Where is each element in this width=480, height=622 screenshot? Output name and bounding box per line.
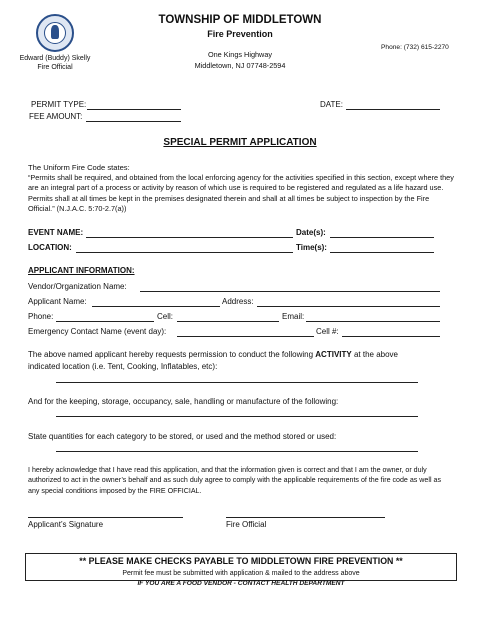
- date-field[interactable]: [346, 109, 440, 110]
- emergency-cell-field[interactable]: [342, 336, 440, 337]
- town-title: TOWNSHIP OF MIDDLETOWN: [158, 14, 322, 26]
- phone-field[interactable]: [56, 321, 154, 322]
- applicant-signature-field[interactable]: [28, 517, 183, 518]
- email-field[interactable]: [306, 321, 440, 322]
- vendor-field[interactable]: [140, 291, 440, 292]
- activity-keyword: ACTIVITY: [315, 350, 352, 359]
- food-vendor-notice: IF YOU ARE A FOOD VENDOR - CONTACT HEALTH DEPARTMENT: [137, 580, 345, 587]
- location-label: LOCATION:: [28, 243, 72, 252]
- checks-notice: ** PLEASE MAKE CHECKS PAYABLE TO MIDDLETOWN FIRE PREVENTION **: [79, 556, 403, 566]
- event-name-field[interactable]: [86, 237, 293, 238]
- official-title: Fire Official: [37, 64, 73, 71]
- storage-field[interactable]: [56, 416, 418, 417]
- email-label: Email:: [282, 312, 305, 321]
- location-field[interactable]: [76, 252, 293, 253]
- applicant-name-label: Applicant Name:: [28, 297, 87, 306]
- address-field[interactable]: [257, 306, 440, 307]
- code-intro: The Uniform Fire Code states:: [28, 163, 130, 172]
- form-title: SPECIAL PERMIT APPLICATION: [163, 137, 317, 148]
- submit-notice: Permit fee must be submitted with application & mailed to the address above: [122, 570, 360, 577]
- activity-question: [28, 350, 398, 359]
- times-label: Time(s):: [296, 243, 327, 252]
- applicant-heading: APPLICANT INFORMATION:: [28, 266, 135, 275]
- vendor-label: Vendor/Organization Name:: [28, 282, 127, 291]
- storage-question: And for the keeping, storage, occupancy, sale, handling or manufacture of the following:: [28, 397, 339, 406]
- code-quote: “Permits shall be required, and obtained from the local enforcing agency for the activities specified in this section, except where they are an integral part of a process or activity by reason of which use is required to be registered and regulated as a life hazard use. Permits shall at all times be kept in the premises designated therein and shall at all times be subject to inspection by the Fire Official.” (N.J.A.C. 5:70-2.7(a)): [28, 173, 454, 213]
- cell-label: Cell:: [157, 312, 174, 321]
- event-name-label: EVENT NAME:: [28, 228, 84, 237]
- cell-field[interactable]: [177, 321, 279, 322]
- emergency-cell-label: Cell #:: [316, 327, 339, 336]
- address-line-1: One Kings Highway: [207, 50, 273, 59]
- address-line-2: Middletown, NJ 07748-2594: [194, 61, 286, 70]
- quantities-question: State quantities for each category to be stored, or used and the method stored or used:: [28, 432, 337, 441]
- fee-amount-field[interactable]: [86, 121, 181, 122]
- emergency-contact-label: Emergency Contact Name (event day):: [28, 327, 167, 336]
- fee-amount-label: FEE AMOUNT:: [29, 112, 83, 121]
- emergency-contact-field[interactable]: [177, 336, 314, 337]
- date-label: DATE:: [320, 100, 343, 109]
- acknowledgement-text: I hereby acknowledge that I have read this application, and that the information given is correct and that I am the owner, or duly authorized to act in the owner’s behalf and as such duly agree to comply with the applicable requirements of the fire code as well as any special conditions imposed by the FIRE OFFICIAL.: [28, 466, 441, 495]
- official-block: [14, 54, 96, 72]
- dept-title: Fire Prevention: [207, 29, 273, 39]
- applicant-name-field[interactable]: [92, 306, 220, 307]
- permit-type-field[interactable]: [87, 109, 181, 110]
- activity-question-line2: indicated location (i.e. Tent, Cooking, Inflatables, etc):: [28, 362, 218, 371]
- fire-official-signature-field[interactable]: [226, 517, 385, 518]
- phone-label: Phone:: [28, 312, 54, 321]
- township-seal: [36, 14, 74, 52]
- address-label: Address:: [222, 297, 254, 306]
- quantities-field[interactable]: [56, 451, 418, 452]
- phone-number: Phone: (732) 615-2270: [381, 44, 449, 51]
- dates-field[interactable]: [330, 237, 434, 238]
- applicant-signature-label: Applicant’s Signature: [28, 520, 104, 529]
- dates-label: Date(s):: [296, 228, 326, 237]
- official-name: Edward (Buddy) Skelly: [19, 55, 91, 62]
- permit-type-label: PERMIT TYPE:: [31, 100, 87, 109]
- activity-text-a: The above named applicant hereby requests permission to conduct the following: [28, 350, 316, 359]
- times-field[interactable]: [330, 252, 434, 253]
- activity-field[interactable]: [56, 382, 418, 383]
- fire-official-label: Fire Official: [226, 520, 267, 529]
- activity-text-c: at the above: [351, 350, 398, 359]
